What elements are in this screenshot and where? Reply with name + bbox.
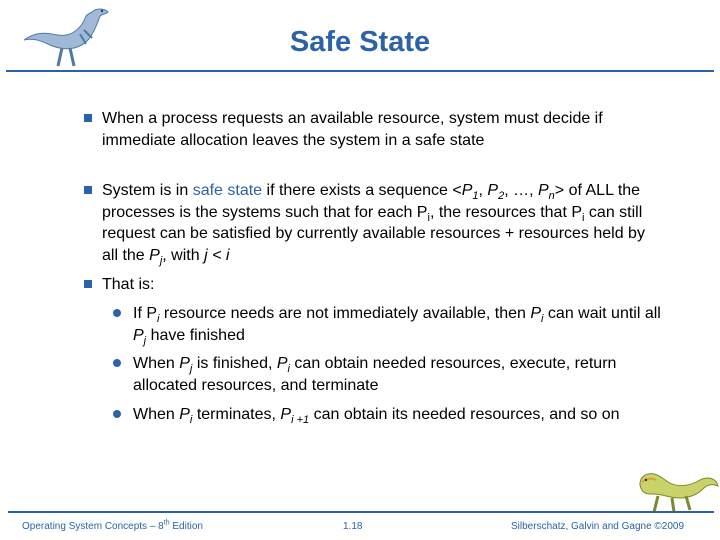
- round-bullet-icon: [113, 309, 121, 317]
- dinosaur-logo-bottom: [628, 460, 720, 516]
- sub-bullet-1: [133, 303, 663, 346]
- square-bullet-icon: [84, 280, 92, 288]
- square-bullet-icon: [84, 186, 92, 194]
- footer-page-number: 1.18: [343, 521, 363, 532]
- bullet-3: [102, 274, 657, 296]
- sub-bullet-3-text: When $P_i$ terminates, $P_{i +1}$ can obtain its needed resources, and so on: [133, 406, 620, 427]
- footer-authors: Silberschatz, Galvin and Gagne ©2009: [511, 521, 685, 532]
- title-divider: [6, 70, 714, 72]
- safe-state-highlight: safe state: [192, 182, 263, 199]
- page-title: Safe State: [289, 26, 431, 58]
- bullet-1: [102, 108, 657, 151]
- bullet-1-text: When a process requests an available resource, system must decide if immediate allocation leaves the system in a safe state: [102, 110, 603, 149]
- bullet-3-text: That is:: [102, 276, 155, 293]
- round-bullet-icon: [113, 359, 121, 367]
- footer-divider: [8, 511, 714, 513]
- sub-bullet-2-text: When $P_j$ is finished, $P_i$ can obtain needed resources, execute, return allocated resources, and terminate: [133, 355, 617, 394]
- bullet-2-text: System is in safe state if there exists a sequence $<P_1$, $P_2$, …, $P_n>$ of ALL the processes is the systems such that for each $P_i$, the resources that $P_i$ can still request can be satisfied by currently available resources + resources held by all the $P_j$, with j < i: [102, 182, 645, 267]
- sub-bullet-3: [133, 404, 663, 426]
- sub-bullet-2: [133, 353, 663, 396]
- footer-course-title: Operating System Concepts – 8th Edition: [22, 519, 203, 532]
- square-bullet-icon: [84, 114, 92, 122]
- round-bullet-icon: [113, 410, 121, 418]
- bullet-2: [102, 180, 657, 266]
- sub-bullet-1-text: If $P_i$ resource needs are not immediately available, then $P_i$ can wait until all $P_j$ have finished: [133, 305, 661, 347]
